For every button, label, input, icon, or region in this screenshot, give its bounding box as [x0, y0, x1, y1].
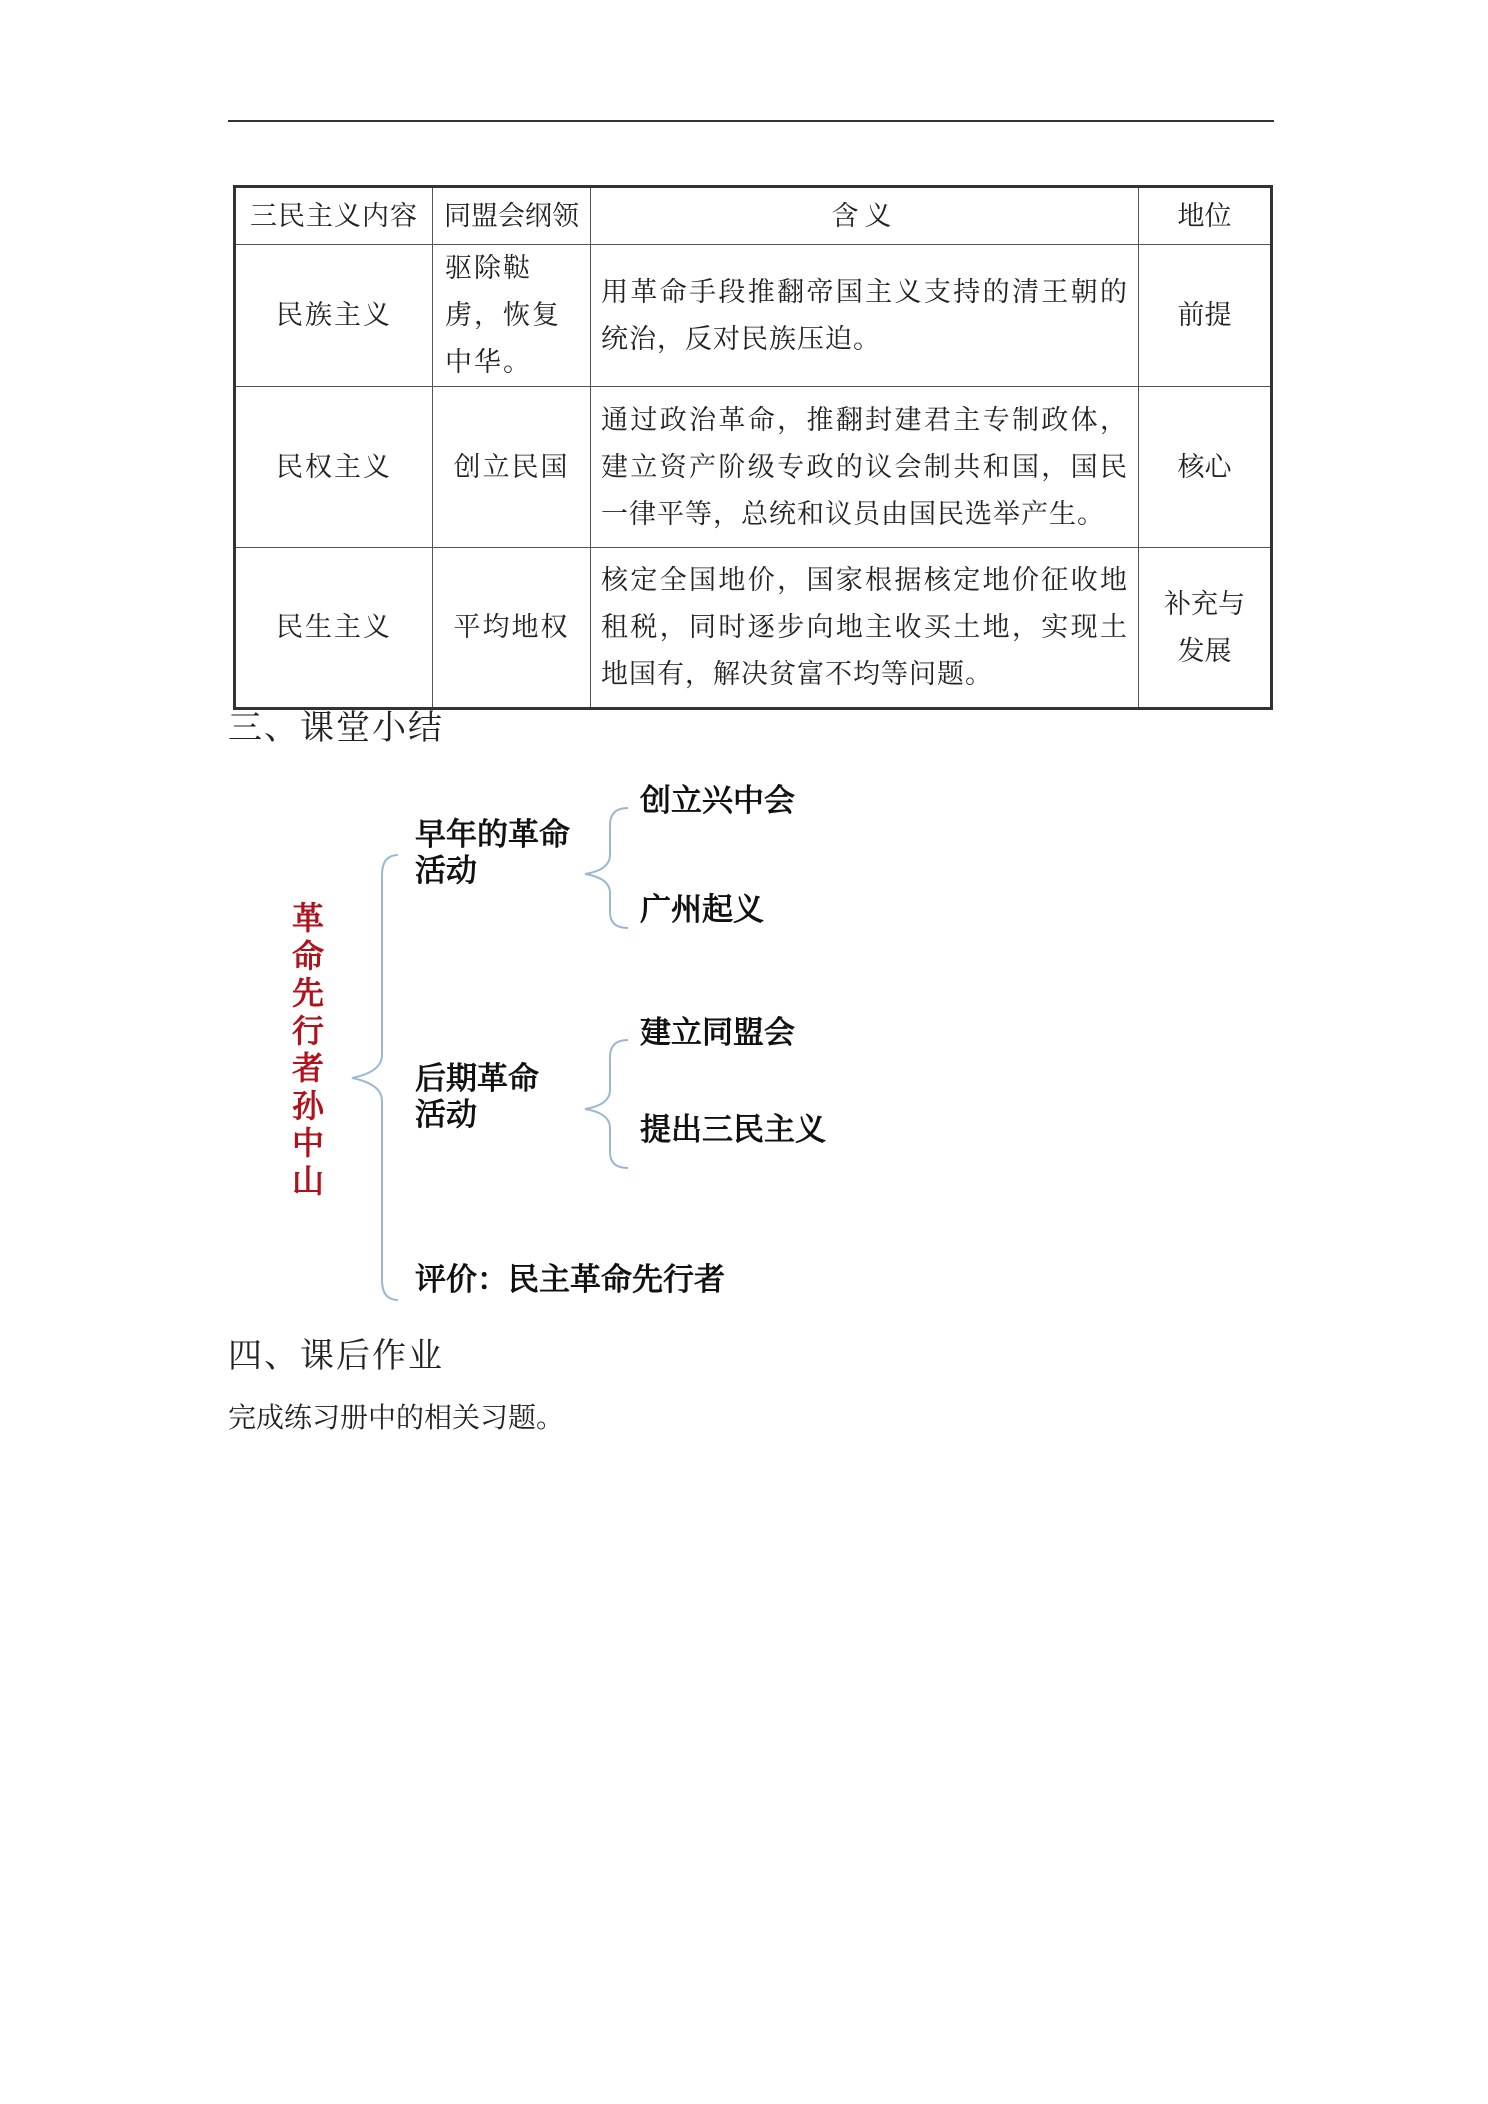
mindmap-later-item: 建立同盟会 — [640, 1015, 795, 1051]
table-cell-content: 民族主义 — [235, 245, 433, 387]
table-header-cell: 三民主义内容 — [235, 187, 433, 245]
table-cell-status: 核心 — [1139, 387, 1272, 548]
three-principles-table — [233, 185, 1273, 710]
mindmap-early-item: 广州起义 — [640, 892, 764, 928]
homework-text: 完成练习册中的相关习题。 — [228, 1401, 565, 1434]
table-cell-program: 平均地权 — [433, 548, 591, 709]
table-row — [235, 387, 1272, 548]
mindmap-early-label — [415, 817, 570, 889]
mindmap-root: 革命先行者孙中山 — [291, 899, 324, 1200]
early-brace — [585, 808, 628, 928]
table-header-cell: 含义 — [591, 187, 1139, 245]
table-cell-meaning: 核定全国地价，国家根据核定地价征收地租税，同时逐步向地主收买土地，实现土地国有，解决贫富不均等问题。 — [591, 548, 1139, 709]
mindmap-later-label-line2: 活动 — [415, 1097, 477, 1133]
table-row — [235, 548, 1272, 709]
table-header-cell: 同盟会纲领 — [433, 187, 591, 245]
table-cell-meaning: 通过政治革命，推翻封建君主专制政体，建立资产阶级专政的议会制共和国，国民一律平等，总统和议员由国民选举产生。 — [591, 387, 1139, 548]
table-cell-status: 补充与发展 — [1139, 548, 1272, 709]
table-header-cell: 地位 — [1139, 187, 1272, 245]
main-brace — [352, 855, 398, 1300]
later-brace — [585, 1040, 628, 1168]
header-rule — [228, 120, 1274, 122]
mindmap-early-label-line2: 活动 — [415, 853, 477, 889]
mindmap-early-item: 创立兴中会 — [640, 783, 795, 819]
table-cell-content: 民权主义 — [235, 387, 433, 548]
table-row — [235, 245, 1272, 387]
table-cell-meaning: 用革命手段推翻帝国主义支持的清王朝的统治，反对民族压迫。 — [591, 245, 1139, 387]
section-4-heading: 四、课后作业 — [228, 1336, 444, 1376]
table-cell-content: 民生主义 — [235, 548, 433, 709]
section-3-heading: 三、课堂小结 — [228, 708, 444, 748]
mindmap-later-item: 提出三民主义 — [640, 1112, 826, 1148]
table-cell-program: 驱除鞑虏，恢复中华。 — [433, 245, 591, 387]
mindmap-evaluation: 评价：民主革命先行者 — [415, 1262, 725, 1298]
table-cell-status: 前提 — [1139, 245, 1272, 387]
mindmap-early-label-line1: 早年的革命 — [415, 817, 570, 853]
mindmap-later-label — [415, 1061, 539, 1133]
table-cell-program: 创立民国 — [433, 387, 591, 548]
table-header-row — [235, 187, 1272, 245]
mindmap-later-label-line1: 后期革命 — [415, 1061, 539, 1097]
